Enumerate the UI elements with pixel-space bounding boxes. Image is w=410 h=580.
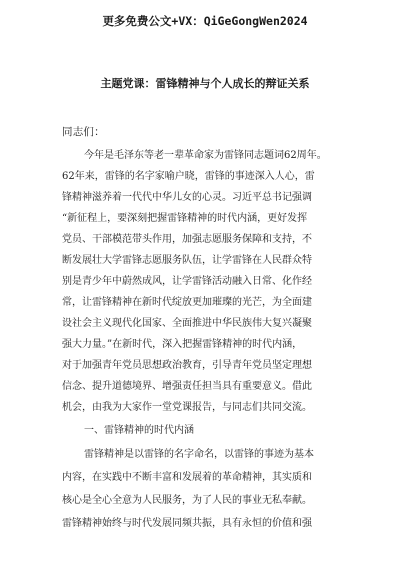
document-title: 主题党课：雷锋精神与个人成长的辩证关系 [100,77,310,90]
body-line: 党员、干部模范带头作用，加强志愿服务保障和支持，不 [62,234,312,245]
body-line: 机会，由我为大家作一堂党课报告，与同志们共同交流。 [62,402,312,413]
body-line: 锋精神滋养着一代代中华儿女的心灵。习近平总书记强调 [62,192,312,203]
body-line: 常，让雷锋精神在新时代绽放更加璀璨的光芒，为全面建 [62,297,312,308]
body-line: 雷锋精神始终与时代发展同频共振，具有永恒的价值和强 [62,518,312,529]
body-line: 断发展壮大学雷锋志愿服务队伍，让学雷锋在人民群众特 [62,255,312,266]
body-line: 设社会主义现代化国家、全面推进中华民族伟大复兴凝聚 [62,318,312,329]
body-line: 今年是毛泽东等老一辈革命家为雷锋同志题词62周年。 [84,150,327,161]
section-heading: 一、雷锋精神的时代内涵 [84,425,194,436]
body-line: 强大力量。”在新时代，深入把握雷锋精神的时代内涵， [62,339,303,350]
salutation: 同志们： [62,126,105,138]
body-line: 雷锋精神是以雷锋的名字命名，以雷锋的事迹为基本 [84,449,314,460]
body-line: 对于加强青年党员思想政治教育，引导青年党员坚定理想 [62,360,312,371]
body-line: 别是青少年中蔚然成风，让学雷锋活动融入日常、化作经 [62,276,312,287]
body-line: 62年来，雷锋的名字家喻户晓，雷锋的事迹深入人心，雷 [62,171,315,182]
body-line: 信念、提升道德境界、增强责任担当具有重要意义。借此 [62,381,312,392]
body-line: 内容，在实践中不断丰富和发展着的革命精神，其实质和 [62,472,312,483]
body-line: 核心是全心全意为人民服务，为了人民的事业无私奉献。 [62,495,312,506]
body-line: “新征程上，要深刻把握雷锋精神的时代内涵，更好发挥 [62,213,308,224]
header-promo-text: 更多免费公文+VX：QiGeGongWen2024 [102,14,308,28]
